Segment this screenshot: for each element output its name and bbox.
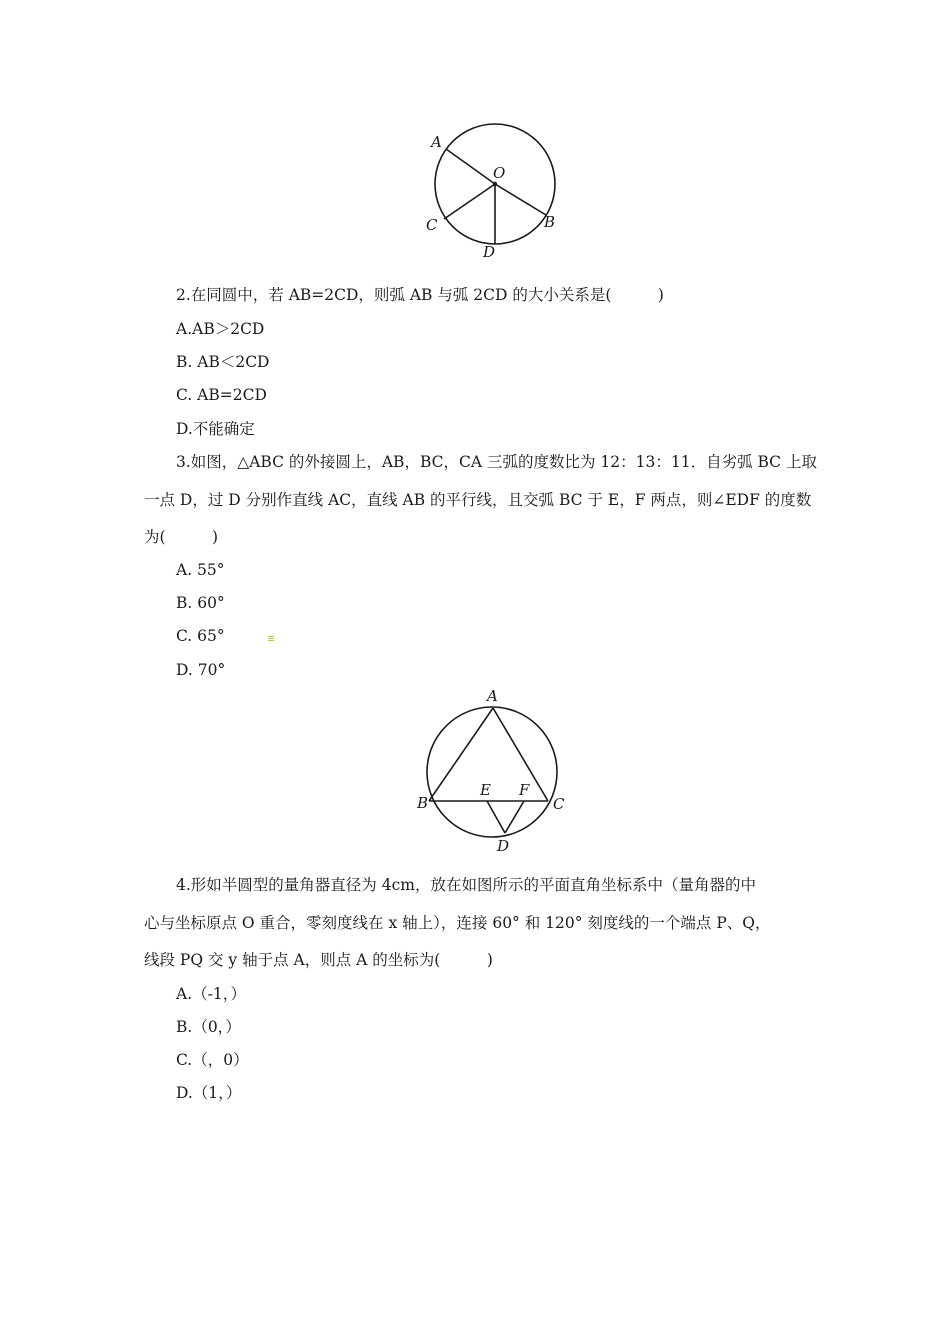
q4-option-a: A.（-1，） — [176, 985, 246, 1003]
q3-stem-line-1: 3.如图，△ABC 的外接圆上，AB，BC，CA 三弧的度数比为 12：13：11．自劣弧 BC 上取 — [176, 453, 817, 471]
q4-option-b: B.（0，） — [176, 1018, 241, 1036]
label-d: D — [497, 837, 510, 855]
q4-stem-line-2: 心与坐标原点 O 重合，零刻度线在 x 轴上），连接 60° 和 120° 刻度线的一个端点 P、Q， — [144, 914, 771, 932]
center-point — [493, 182, 497, 186]
segment-ob — [495, 184, 546, 215]
label-o: O — [493, 164, 506, 182]
q3-option-a: A. 55° — [176, 561, 225, 579]
q2-option-a: A.AB＞2CD — [176, 320, 265, 338]
label-a: A — [431, 133, 442, 151]
q2-option-c: C. AB=2CD — [176, 386, 267, 404]
q4-option-d: D.（1，） — [176, 1084, 242, 1102]
q4-stem-line-1: 4.形如半圆型的量角器直径为 4cm，放在如图所示的平面直角坐标系中（量角器的中 — [176, 876, 756, 894]
segment-de — [487, 801, 505, 833]
label-d: D — [483, 243, 496, 261]
label-e: E — [480, 781, 491, 799]
q4-option-c: C.（，0） — [176, 1051, 249, 1069]
green-marker — [268, 636, 274, 641]
q3-option-d: D. 70° — [176, 661, 226, 679]
circle-outline — [427, 707, 557, 837]
label-f: F — [519, 781, 530, 799]
q4-stem-line-3: 线段 PQ 交 y 轴于点 A，则点 A 的坐标为( ) — [144, 951, 493, 969]
q2-option-d: D.不能确定 — [176, 420, 255, 438]
figure-triangle-circle — [410, 683, 575, 858]
q2-stem: 2.在同圆中，若 AB=2CD，则弧 AB 与弧 2CD 的大小关系是( ) — [176, 286, 664, 304]
segment-oc — [444, 184, 495, 219]
q3-stem-line-3: 为( ) — [144, 528, 219, 546]
q3-option-c: C. 65° — [176, 627, 225, 645]
q3-option-b: B. 60° — [176, 594, 225, 612]
q2-option-b: B. AB＜2CD — [176, 353, 270, 371]
label-b: B — [417, 794, 429, 812]
label-c: C — [553, 795, 565, 813]
label-c: C — [426, 216, 438, 234]
figure-circle-radii — [415, 120, 575, 265]
q3-stem-line-2: 一点 D，过 D 分别作直线 AC，直线 AB 的平行线，且交弧 BC 于 E，F 两点，则∠EDF 的度数 — [144, 491, 812, 509]
segment-df — [505, 801, 524, 833]
segment-oa — [446, 149, 495, 184]
label-a: A — [487, 687, 498, 705]
label-b: B — [544, 213, 556, 231]
